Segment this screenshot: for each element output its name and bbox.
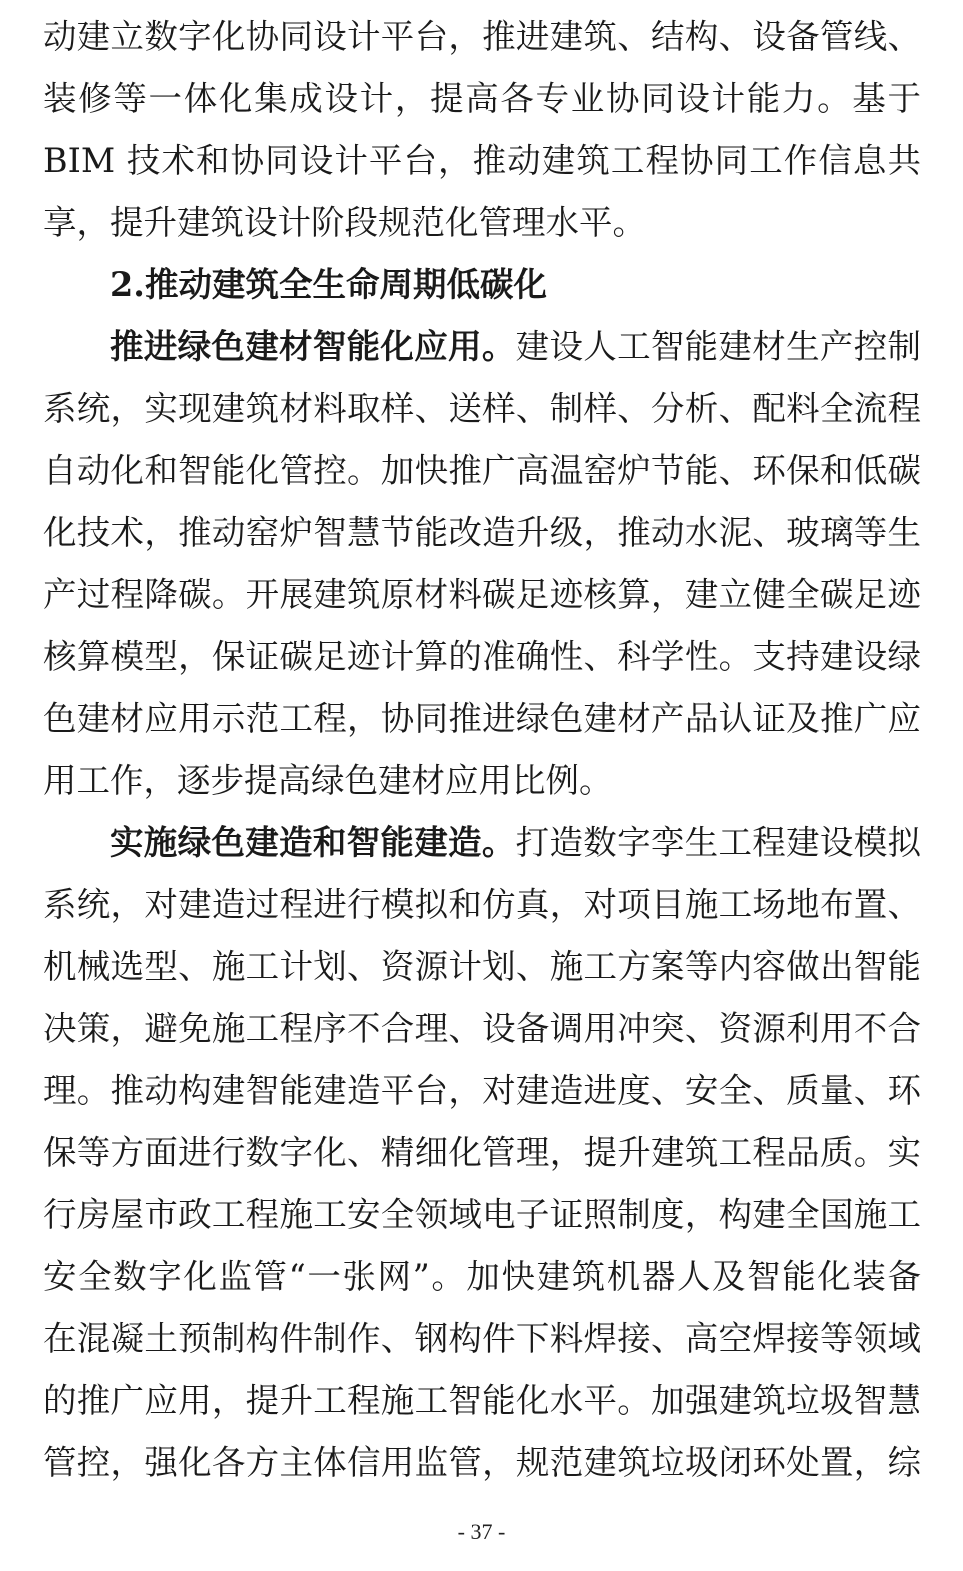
document-page	[43, 6, 921, 1494]
text-line: 装修等一体化集成设计，提高各专业协同设计能力。基于	[43, 79, 921, 118]
text-line: 产过程降碳。开展建筑原材料碳足迹核算，建立健全碳足迹	[43, 575, 921, 614]
text-line: 安全数字化监管“一张网”。加快建筑机器人及智能化装备	[43, 1257, 921, 1296]
text-line: 的推广应用，提升工程施工智能化水平。加强建筑垃圾智慧	[43, 1381, 921, 1420]
text-line: 化技术，推动窑炉智慧节能改造升级，推动水泥、玻璃等生	[43, 513, 921, 552]
paragraph-lead: 推进绿色建材智能化应用。	[110, 327, 516, 366]
text-line	[43, 316, 921, 378]
paragraph-first-line-rest: 建设人工智能建材生产控制	[515, 327, 921, 366]
text-line: 行房屋市政工程施工安全领域电子证照制度，构建全国施工	[43, 1195, 921, 1234]
text-line: 理。推动构建智能建造平台，对建造进度、安全、质量、环	[43, 1071, 921, 1110]
text-line: 决策，避免施工程序不合理、设备调用冲突、资源利用不合	[43, 1009, 921, 1048]
text-line: BIM 技术和协同设计平台，推动建筑工程协同工作信息共	[43, 141, 921, 180]
text-line	[43, 812, 921, 874]
text-line: 用工作，逐步提高绿色建材应用比例。	[43, 761, 613, 800]
paragraph-green-materials	[43, 316, 921, 812]
text-line: 色建材应用示范工程，协同推进绿色建材产品认证及推广应	[43, 699, 921, 738]
text-line: 系统，实现建筑材料取样、送样、制样、分析、配料全流程	[43, 389, 921, 428]
section-heading: 2.推动建筑全生命周期低碳化	[110, 265, 547, 304]
text-line: 核算模型，保证碳足迹计算的准确性、科学性。支持建设绿	[43, 637, 921, 676]
page-number: - 37 -	[457, 1519, 506, 1544]
text-line: 自动化和智能化管控。加快推广高温窑炉节能、环保和低碳	[43, 451, 921, 490]
text-line: 管控，强化各方主体信用监管，规范建筑垃圾闭环处置，综	[43, 1443, 921, 1482]
text-line: 保等方面进行数字化、精细化管理，提升建筑工程品质。实	[43, 1133, 921, 1172]
paragraph-collaborative-design	[43, 6, 921, 254]
paragraph-first-line-rest: 打造数字孪生工程建设模拟	[515, 823, 921, 862]
text-line: 享，提升建筑设计阶段规范化管理水平。	[43, 203, 646, 242]
text-line: 系统，对建造过程进行模拟和仿真，对项目施工场地布置、	[43, 885, 921, 924]
text-line: 机械选型、施工计划、资源计划、施工方案等内容做出智能	[43, 947, 921, 986]
paragraph-lead: 实施绿色建造和智能建造。	[110, 823, 516, 862]
text-line: 动建立数字化协同设计平台，推进建筑、结构、设备管线、	[43, 17, 921, 56]
paragraph-intelligent-construction	[43, 812, 921, 1494]
text-line: 在混凝土预制构件制作、钢构件下料焊接、高空焊接等领域	[43, 1319, 921, 1358]
